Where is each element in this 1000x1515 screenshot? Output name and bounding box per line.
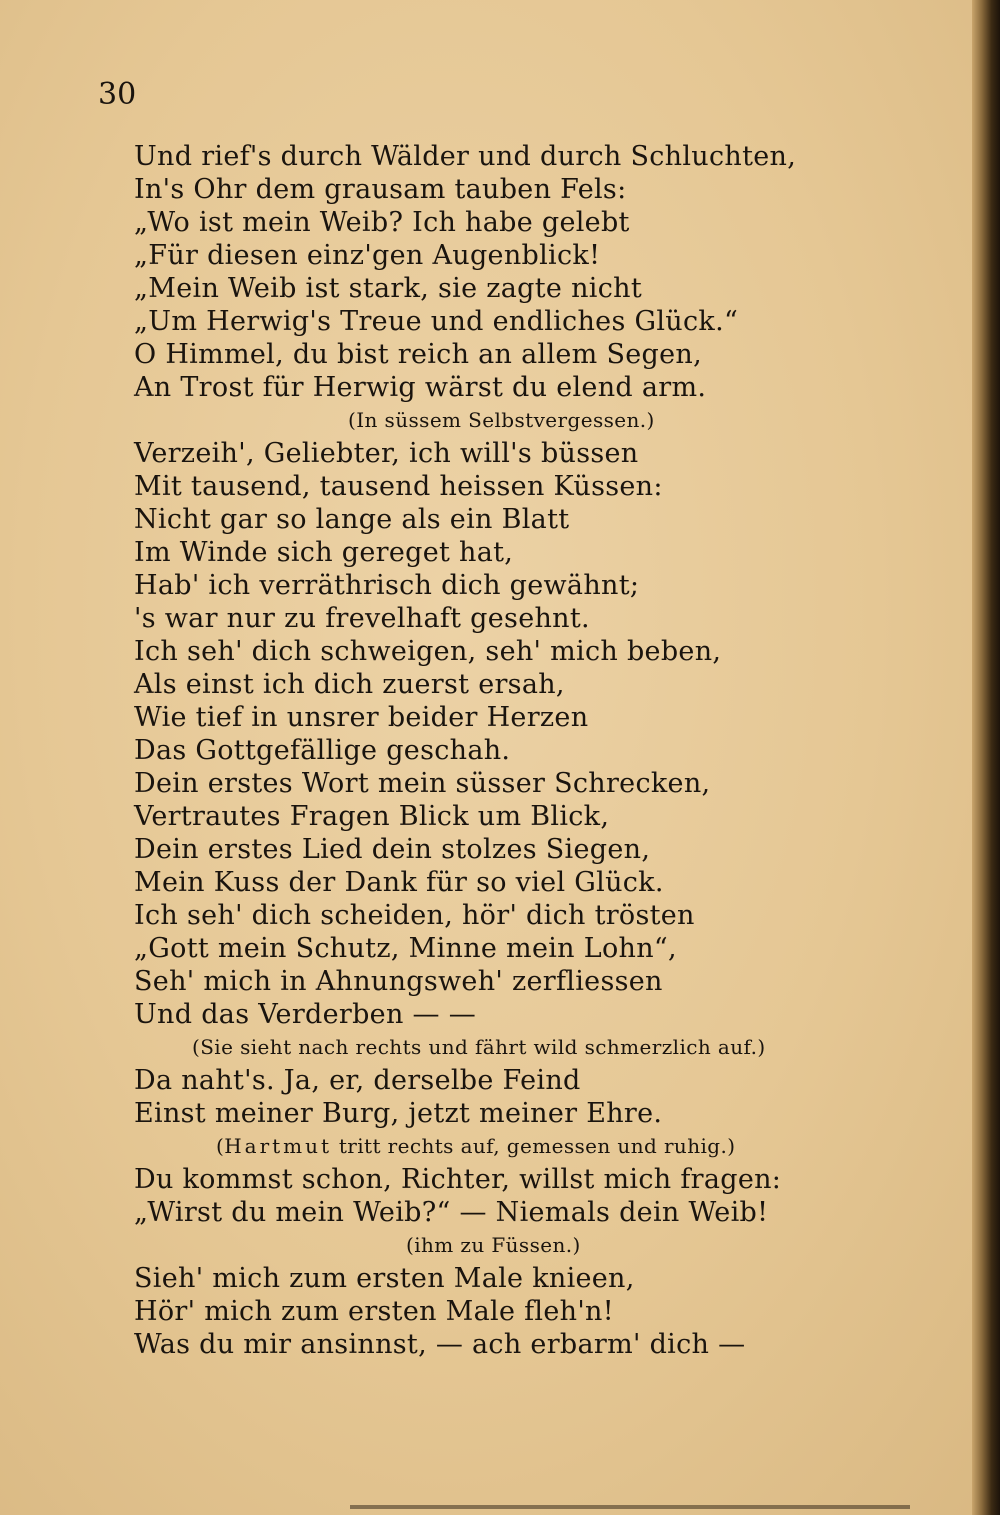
verse-text — [134, 140, 824, 1361]
verse-line: Vertrautes Fragen Blick um Blick, — [134, 801, 610, 832]
verse-line: Dein erstes Wort mein süsser Schrecken, — [134, 768, 711, 799]
verse-line: „Mein Weib ist stark, sie zagte nicht — [134, 273, 642, 304]
verse-line: Sieh' mich zum ersten Male knieen, — [134, 1263, 635, 1294]
verse-line: Und das Verderben — — — [134, 999, 477, 1030]
verse-line: Das Gottgefällige geschah. — [134, 735, 511, 766]
page-binding-edge — [972, 0, 1000, 1515]
verse-line: „Wo ist mein Weib? Ich habe gelebt — [134, 207, 630, 238]
verse-line: Einst meiner Burg, jetzt meiner Ehre. — [134, 1098, 663, 1129]
stage-direction: (Sie sieht nach rechts und fährt wild schmerzlich auf.) — [192, 1035, 766, 1059]
verse-line: „Wirst du mein Weib?“ — Niemals dein Weib! — [134, 1197, 769, 1228]
verse-line: „Um Herwig's Treue und endliches Glück.“ — [134, 306, 739, 337]
verse-line: Hab' ich verräthrisch dich gewähnt; — [134, 570, 640, 601]
verse-line: Mein Kuss der Dank für so viel Glück. — [134, 867, 664, 898]
bottom-edge-shadow — [350, 1505, 910, 1509]
verse-line: An Trost für Herwig wärst du elend arm. — [134, 372, 707, 403]
page-number: 30 — [98, 77, 137, 112]
verse-line: O Himmel, du bist reich an allem Segen, — [134, 339, 702, 370]
verse-line: Seh' mich in Ahnungsweh' zerfliessen — [134, 966, 663, 997]
stage-direction — [134, 1130, 824, 1163]
verse-line: Und rief's durch Wälder und durch Schluchten, — [134, 141, 797, 172]
verse-line: Da naht's. Ja, er, derselbe Feind — [134, 1065, 581, 1096]
verse-line: Wie tief in unsrer beider Herzen — [134, 702, 589, 733]
verse-line: Ich seh' dich schweigen, seh' mich beben, — [134, 636, 722, 667]
verse-line: Dein erstes Lied dein stolzes Siegen, — [134, 834, 651, 865]
stage-direction: (ihm zu Füssen.) — [406, 1233, 581, 1257]
verse-line: „Gott mein Schutz, Minne mein Lohn“, — [134, 933, 677, 964]
verse-line: 's war nur zu frevelhaft gesehnt. — [134, 603, 590, 634]
stage-direction: (In süssem Selbstvergessen.) — [348, 408, 655, 432]
verse-line: „Für diesen einz'gen Augenblick! — [134, 240, 601, 271]
character-name: Hartmut — [224, 1134, 333, 1158]
verse-line: Verzeih', Geliebter, ich will's büssen — [134, 438, 639, 469]
verse-line: Hör' mich zum ersten Male fleh'n! — [134, 1296, 614, 1327]
verse-line: Du kommst schon, Richter, willst mich fragen: — [134, 1164, 782, 1195]
stage-paren-open: ( — [216, 1134, 225, 1158]
verse-line: Ich seh' dich scheiden, hör' dich trösten — [134, 900, 695, 931]
verse-line: Was du mir ansinnst, — ach erbarm' dich — — [134, 1329, 746, 1360]
verse-line: Als einst ich dich zuerst ersah, — [134, 669, 565, 700]
verse-line: Im Winde sich gereget hat, — [134, 537, 514, 568]
verse-line: Mit tausend, tausend heissen Küssen: — [134, 471, 663, 502]
verse-line: In's Ohr dem grausam tauben Fels: — [134, 174, 627, 205]
stage-direction-text: tritt rechts auf, gemessen und ruhig.) — [332, 1134, 736, 1158]
verse-line: Nicht gar so lange als ein Blatt — [134, 504, 570, 535]
